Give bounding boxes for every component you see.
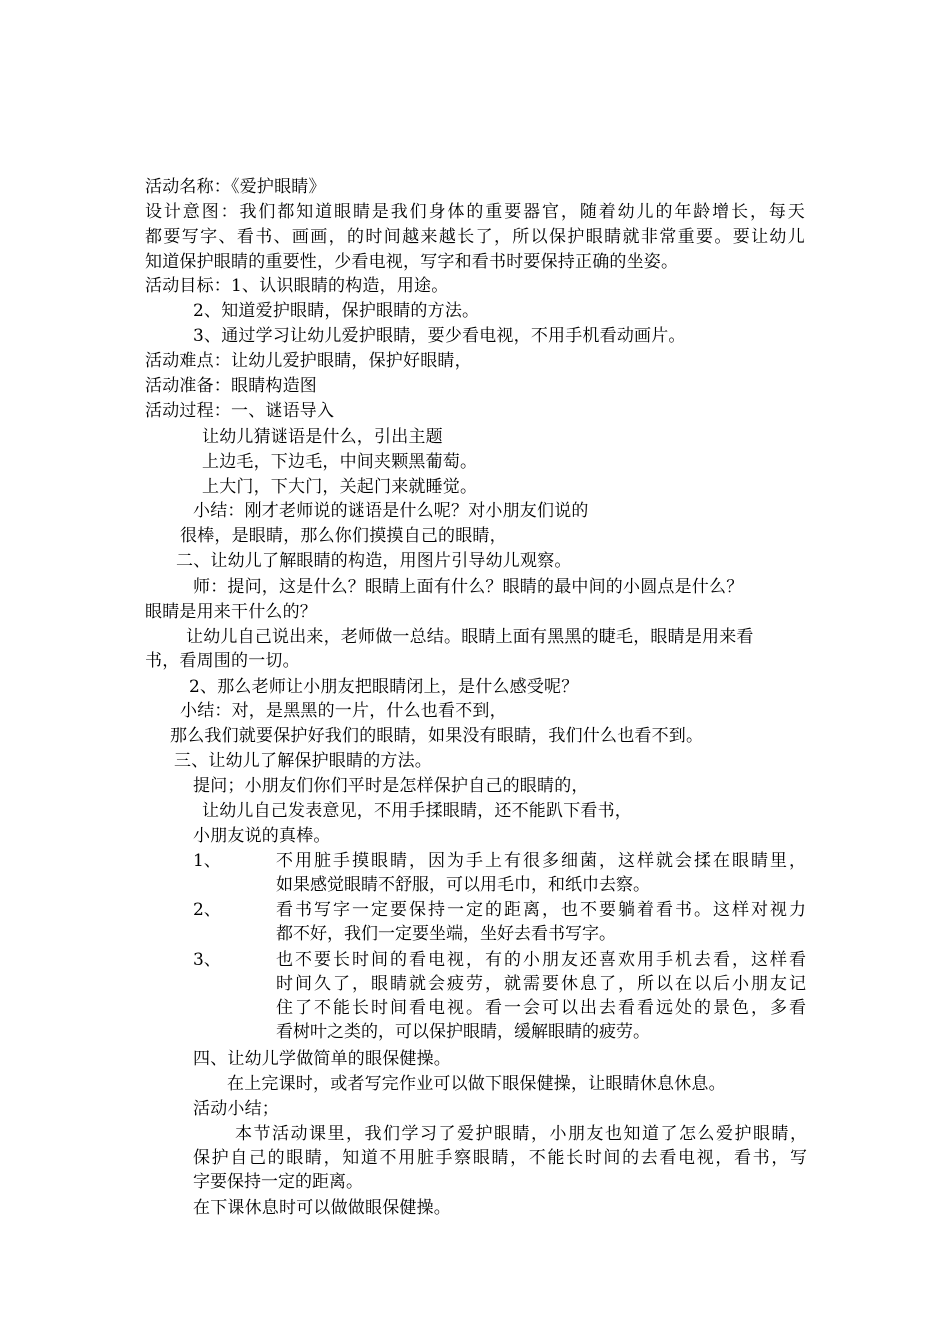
riddle-intro: 让幼儿猜谜语是什么，引出主题 [202,427,443,447]
summary-line: 字要保持一定的距离。 [193,1172,363,1192]
summary-2a: 小结：对，是黑黑的一片，什么也看不到， [180,701,507,721]
child-say-1: 让幼儿自己说出来，老师做一总结。眼睛上面有黑黑的睫毛，眼睛是用来看 [186,627,754,647]
activity-name: 活动名称：《爱护眼睛》 [145,177,326,197]
method-line: 看树叶之类的，可以保护眼睛，缓解眼睛的疲劳。 [276,1022,650,1042]
riddle-2: 上大门，下大门，关起门来就睡觉。 [202,477,478,497]
part-4-heading: 四、让幼儿学做简单的眼保健操。 [193,1049,451,1069]
method-text [276,898,806,946]
method-number: 2、 [193,900,221,920]
method-line: 住了不能长时间看电视。看一会可以出去看看远处的景色，多看 [276,998,806,1018]
method-line: 如果感觉眼睛不舒服，可以用毛巾，和纸巾去察。 [276,875,650,895]
method-text [276,849,806,897]
method-text [276,948,806,1044]
method-line: 都不好，我们一定要坐端，坐好去看书写字。 [276,924,616,944]
summary-line: 保护自己的眼睛，知道不用脏手察眼睛，不能长时间的去看电视，看书，写 [193,1148,807,1168]
activity-summary-heading: 活动小结； [193,1099,279,1119]
summary-line: 本节活动课里，我们学习了爱护眼睛，小朋友也知道了怎么爱护眼睛， [235,1124,807,1144]
close-eyes-question: 2、那么老师让小朋友把眼睛闭上，是什么感受呢？ [189,677,579,697]
process-heading: 活动过程：一、谜语导入 [145,401,335,421]
intent-line-2: 都要写字、看书、画画，的时间越来越长了，所以保护眼睛就非常重要。要让幼儿 [145,227,805,247]
method-line: 也不要长时间的看电视，有的小朋友还喜欢用手机去看，这样看 [276,950,806,970]
part-4-text: 在上完课时，或者写完作业可以做下眼保健操，让眼睛休息休息。 [227,1074,726,1094]
goal-1: 活动目标：1、认识眼睛的构造，用途。 [145,276,449,296]
method-line: 看书写字一定要保持一定的距离，也不要躺着看书。这样对视力 [276,900,806,920]
intent-line-1: 设计意图：我们都知道眼睛是我们身体的重要器官，随着幼儿的年龄增长，每天 [145,202,805,222]
summary-1a: 小结：刚才老师说的谜语是什么呢？对小朋友们说的 [193,501,589,521]
express-line: 让幼儿自己发表意见，不用手揉眼睛，还不能趴下看书， [202,801,632,821]
riddle-1: 上边毛，下边毛，中间夹颗黑葡萄。 [202,452,478,472]
closing-line: 在下课休息时可以做做眼保健操。 [193,1198,451,1218]
summary-2b: 那么我们就要保护好我们的眼睛，如果没有眼睛，我们什么也看不到。 [170,726,704,746]
ask-line: 提问；小朋友们你们平时是怎样保护自己的眼睛的， [193,776,589,796]
method-line: 时间久了，眼睛就会疲劳，就需要休息了，所以在以后小朋友记 [276,974,806,994]
method-number: 1、 [193,851,221,871]
method-line: 不用脏手摸眼睛，因为手上有很多细菌，这样就会揉在眼睛里， [276,851,806,871]
goal-3: 3、通过学习让幼儿爱护眼睛，要少看电视，不用手机看动画片。 [193,326,686,346]
summary-1b: 很棒，是眼睛，那么你们摸摸自己的眼睛， [180,526,507,546]
teacher-question-2: 眼睛是用来干什么的？ [145,602,317,622]
part-3-heading: 三、让幼儿了解保护眼睛的方法。 [174,751,432,771]
difficulty: 活动难点：让幼儿爱护眼睛，保护好眼睛， [145,351,472,371]
part-2-heading: 二、让幼儿了解眼睛的构造，用图片引导幼儿观察。 [176,551,572,571]
summary-paragraph [193,1122,807,1194]
method-number: 3、 [193,950,221,970]
preparation: 活动准备：眼睛构造图 [145,376,317,396]
goal-2: 2、知道爱护眼睛，保护眼睛的方法。 [193,301,480,321]
child-say-2: 书，看周围的一切。 [145,651,300,671]
teacher-question-1: 师：提问，这是什么？眼睛上面有什么？眼睛的最中间的小圆点是什么？ [193,577,744,597]
praise-line: 小朋友说的真棒。 [193,826,331,846]
intent-line-3: 知道保护眼睛的重要性，少看电视，写字和看书时要保持正确的坐姿。 [145,252,679,272]
